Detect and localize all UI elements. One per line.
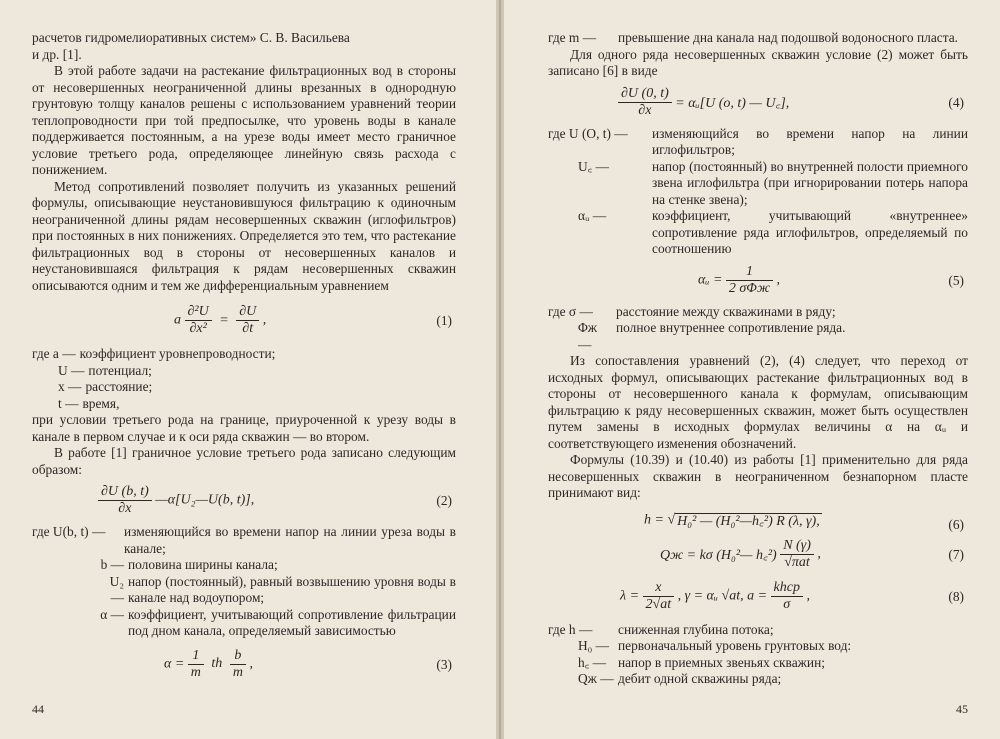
equation-number: (8) (948, 588, 964, 604)
equation-3 (32, 648, 456, 682)
eq-middle: , γ = αᵤ √at, a = (677, 588, 768, 603)
eq-symbol: , (806, 588, 810, 603)
def-text: сниженная глубина потока; (618, 621, 774, 637)
denominator: ∂x² (189, 321, 207, 336)
def-text: коэффициент, учитывающий «внутреннее» сопротивление ряда иглофильтров, определяемый по соотношению (652, 208, 968, 256)
def-text: изменяющийся во времени напор на линии иглофильтров; (652, 125, 968, 157)
fraction (726, 264, 773, 297)
book-fold (499, 0, 501, 739)
def-symbol: αᵤ — (578, 208, 607, 223)
definition-list (548, 304, 968, 354)
numerator: 1 (726, 264, 773, 281)
numerator: ∂U (236, 304, 259, 321)
denominator: 2 σΦж (728, 280, 770, 296)
eq-radicand: H₀² — (H₀²—h꜀²) R (λ, γ), (677, 513, 820, 529)
equation-4 (548, 86, 968, 120)
definition (548, 159, 968, 209)
text-line: расчетов гидромелиоративных систем» С. В. Васильева (32, 30, 350, 45)
def-symbol: H₀ — (578, 638, 610, 653)
equation-2 (32, 484, 456, 518)
eq-operator: = (219, 312, 229, 328)
definition (548, 638, 968, 655)
equation-number: (3) (436, 656, 452, 672)
fraction (618, 86, 672, 119)
definition (548, 655, 968, 672)
def-symbol: Qж — (578, 671, 614, 686)
paragraph: при условии третьего рода на границе, приуроченной к урезу воды в канале в первом случае и к оси ряда скважин — во втором. (32, 412, 456, 444)
definition (548, 304, 968, 321)
def-text: коэффициент, учитывающий сопротивление фильтрации под дном канала, определяемый зависимостью (128, 606, 456, 638)
def-text: полное внутреннее сопротивление ряда. (616, 320, 846, 335)
definition-list (32, 346, 456, 412)
eq-lhs: α = (164, 656, 185, 671)
denominator: ∂x (118, 501, 132, 516)
eq-lhs: h = (644, 512, 664, 527)
denominator: ∂t (242, 321, 254, 336)
equation-number: (2) (436, 493, 452, 508)
eq-operator: th (211, 656, 223, 671)
definition (32, 363, 456, 380)
def-symbol: где U(b, t) — (32, 524, 106, 539)
numerator: khср (771, 580, 803, 597)
def-text: напор (постоянный) во внутренней полости приемного звена иглофильтра (при игнорировании потерь напора на стенке звена); (652, 158, 968, 207)
equation-number: (6) (948, 516, 964, 532)
def-symbol: где a — (32, 346, 76, 361)
fraction (230, 648, 246, 681)
equation-number: (4) (948, 94, 964, 110)
def-text: напор (постоянный), равный возвышению уровня воды в канале над водоупором; (128, 573, 456, 605)
definition (548, 320, 968, 353)
definition (32, 574, 456, 607)
def-text: коэффициент уровнепроводности; (79, 346, 276, 361)
denominator: m (190, 664, 201, 680)
text-line: и др. [1]. (32, 46, 82, 62)
equation-5 (548, 264, 968, 298)
numerator: 1 (188, 648, 204, 665)
fraction (98, 484, 152, 517)
def-symbol: U — (58, 362, 85, 378)
paragraph: В работе [1] граничное условие третьего рода записано следующим образом: (32, 445, 456, 477)
numerator: ∂U (b, t) (98, 484, 152, 501)
def-symbol: α — (100, 606, 124, 622)
fraction (771, 580, 803, 613)
definition (548, 208, 968, 258)
definition (32, 524, 456, 557)
definition-list (548, 622, 968, 688)
def-symbol: где h — (548, 621, 593, 637)
def-text: время, (82, 395, 120, 411)
equation-8 (548, 580, 968, 614)
definition (32, 396, 456, 413)
def-symbol: x — (58, 379, 82, 394)
def-symbol: b — (100, 557, 124, 572)
eq-symbol: , (249, 656, 253, 671)
def-text: напор в приемных звеньях скважин; (618, 654, 825, 670)
definition-list (548, 126, 968, 258)
definition (32, 379, 456, 396)
fraction (188, 648, 204, 681)
eq-symbol: a (174, 312, 181, 328)
fraction (643, 580, 675, 613)
def-text: изменяющийся во времени напор на линии уреза воды в канале; (124, 524, 456, 556)
numerator: N (γ) (780, 538, 814, 555)
equation-number: (7) (948, 546, 964, 562)
equation-6 (548, 508, 968, 534)
right-page (504, 0, 1000, 739)
fraction (780, 538, 814, 571)
eq-symbol: , (817, 546, 821, 561)
numerator: ∂²U (185, 304, 212, 321)
denominator: √πat (784, 554, 810, 570)
denominator: m (232, 664, 243, 680)
denominator: ∂x (638, 102, 652, 118)
eq-symbol: , (262, 312, 267, 328)
def-symbol: U꜀ — (578, 158, 610, 174)
equation-number: (5) (948, 272, 964, 288)
def-symbol: где U (O, t) — (548, 125, 628, 141)
paragraph: Формулы (10.39) и (10.40) из работы [1] применительно для ряда несовершенных скважин в неограниченном безнапорном пласте принимают вид: (548, 452, 968, 500)
left-page (0, 0, 496, 739)
definition (32, 346, 456, 363)
definition (548, 126, 968, 159)
def-text: половина ширины канала; (128, 557, 278, 572)
definition (548, 671, 968, 688)
def-text: расстояние между скважинами в ряду; (616, 303, 836, 319)
eq-lhs: λ = (620, 588, 640, 603)
eq-lhs: αᵤ = (698, 272, 723, 287)
definition-list (32, 524, 456, 640)
eq-rhs: —α[U₂—U(b, t)], (155, 492, 255, 508)
def-symbol: Φж — (578, 320, 598, 352)
definition (32, 557, 456, 574)
definition (32, 607, 456, 640)
paragraph: Для одного ряда несовершенных скважин условие (2) может быть записано [6] в виде (548, 46, 968, 78)
definition (548, 622, 968, 639)
def-symbol: U₂ — (109, 573, 124, 605)
page-number: 44 (32, 702, 44, 716)
eq-lhs: Qж = kσ (H₀²— h꜀²) (660, 547, 777, 563)
paragraph: Из сопоставления уравнений (2), (4) следует, что переход от исходных формул, описывающих растекание фильтрационных вод в стороны от несовершенного канала к формулам, описывающим фильтрацию к ряду несовершенных скважин, может быть осуществлен путем замены в исходных формулах величины α на αᵤ и соответствующего изменения обозначений. (548, 353, 968, 451)
def-text: расстояние; (85, 379, 153, 394)
numerator: ∂U (0, t) (618, 86, 672, 103)
equation-number: (1) (436, 313, 452, 328)
def-symbol: где σ — (548, 303, 593, 319)
def-text: первоначальный уровень грунтовых вод: (618, 638, 852, 653)
def-text: дебит одной скважины ряда; (618, 671, 782, 686)
sqrt-sign: √ (667, 512, 676, 527)
def-symbol: t — (58, 395, 79, 411)
eq-symbol: , (776, 272, 780, 287)
numerator: x (643, 580, 675, 597)
numerator: b (230, 648, 246, 665)
paragraph: В этой работе задачи на растекание фильтрационных вод в стороны от несовершенных неограниченной длины врезанных в однородную грунтовую толщу каналов решены с использованием уравнений теории теплопроводности при той предпосылке, что уровень воды в канале поддерживается постоянным, а на урезе воды имеет место граничное условие третьего рода, определяющее линейную связь расхода с понижением. (32, 63, 456, 177)
page-number: 45 (956, 702, 968, 716)
definition (548, 30, 968, 47)
fraction (185, 304, 212, 337)
paragraph: Метод сопротивлений позволяет получить из указанных решений формулы, описывающие неустановившуюся фильтрацию к одиночным неограниченной длины рядам несовершенных скважин (иглофильтров) при постоянных в них понижениях. Определяется это тем, что растекание фильтрационных вод в стороны от несовершенных каналов и неустановившаяся фильтрация к рядам несовершенных скважин описываются одним и тем же дифференциальным уравнением (32, 178, 456, 293)
def-text: превышение дна канала над подошвой водоносного пласта. (618, 30, 959, 45)
equation-1 (32, 304, 456, 338)
def-symbol: где m — (548, 30, 597, 45)
def-symbol: h꜀ — (578, 654, 607, 670)
eq-rhs: = αᵤ[U (o, t) — U꜀], (675, 95, 790, 111)
fraction (236, 304, 259, 337)
denominator: 2√at (645, 596, 672, 612)
equation-7 (548, 538, 968, 572)
denominator: σ (783, 596, 791, 612)
def-text: потенциал; (88, 362, 152, 378)
